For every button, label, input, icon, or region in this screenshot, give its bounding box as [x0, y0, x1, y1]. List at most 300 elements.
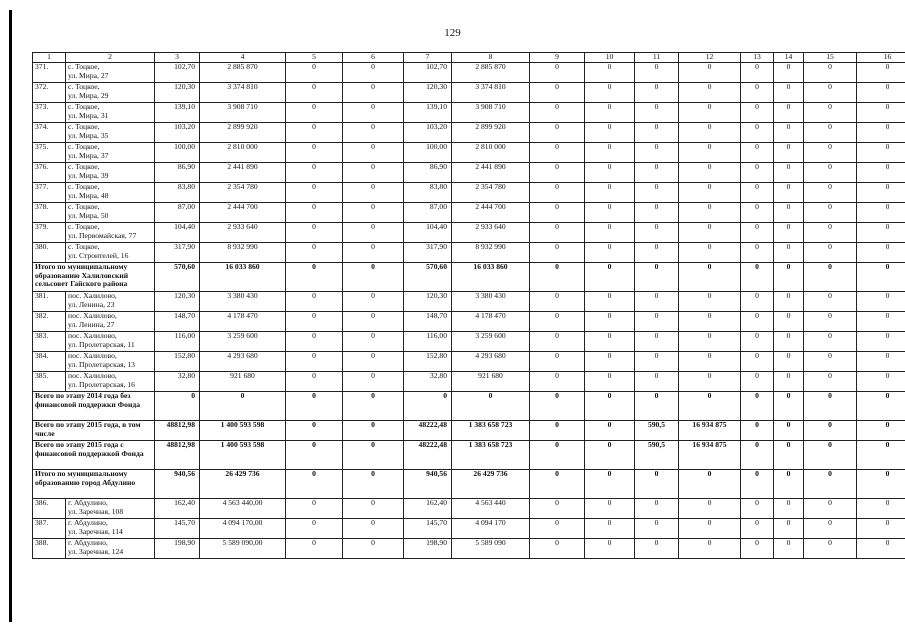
address-cell [66, 312, 155, 332]
value-cell: 590,5 [635, 421, 679, 441]
value-cell: 0 [635, 83, 679, 103]
value-cell: 0 [774, 203, 804, 223]
value-cell: 0 [343, 103, 404, 123]
value-cell: 0 [679, 499, 741, 519]
value-cell: 100,00 [155, 143, 200, 163]
value-cell: 0 [452, 392, 530, 421]
value-cell: 0 [679, 123, 741, 143]
value-cell: 16 934 875 [679, 441, 741, 470]
value-cell: 570,60 [155, 263, 200, 292]
value-cell: 0 [635, 332, 679, 352]
value-cell: 0 [774, 332, 804, 352]
row-number: 373. [33, 103, 66, 123]
col-header: 8 [452, 53, 530, 63]
value-cell: 86,90 [404, 163, 452, 183]
value-cell: 0 [343, 143, 404, 163]
value-cell: 0 [530, 539, 585, 559]
value-cell: 0 [635, 292, 679, 312]
value-cell: 87,00 [155, 203, 200, 223]
value-cell: 0 [286, 103, 343, 123]
value-cell: 0 [804, 143, 857, 163]
value-cell: 3 380 430 [452, 292, 530, 312]
address-locality: пос. Халилово, [68, 371, 117, 380]
value-cell: 0 [857, 519, 905, 539]
value-cell: 0 [774, 123, 804, 143]
value-cell: 0 [585, 103, 635, 123]
row-number: 382. [33, 312, 66, 332]
value-cell: 0 [343, 163, 404, 183]
col-header: 2 [66, 53, 155, 63]
col-header: 16 [857, 53, 905, 63]
value-cell: 0 [343, 539, 404, 559]
value-cell: 0 [804, 372, 857, 392]
row-number: 387. [33, 519, 66, 539]
total-label: Всего по этапу 2014 года без финансовой поддержки Фонда [33, 392, 155, 421]
value-cell: 0 [741, 63, 774, 83]
value-cell: 0 [774, 392, 804, 421]
value-cell: 0 [679, 519, 741, 539]
address-locality: пос. Халилово, [68, 291, 117, 300]
row-number: 385. [33, 372, 66, 392]
value-cell: 0 [774, 103, 804, 123]
value-cell: 0 [635, 312, 679, 332]
address-street: ул. Мира, 39 [68, 170, 109, 180]
value-cell: 0 [530, 292, 585, 312]
value-cell: 0 [585, 243, 635, 263]
address-locality: г. Абдулино, [68, 498, 108, 507]
value-cell: 0 [857, 243, 905, 263]
value-cell: 198,90 [404, 539, 452, 559]
value-cell: 0 [585, 539, 635, 559]
value-cell: 32,80 [155, 372, 200, 392]
col-header: 5 [286, 53, 343, 63]
value-cell: 0 [286, 332, 343, 352]
value-cell: 0 [585, 183, 635, 203]
value-cell: 0 [741, 352, 774, 372]
table-row [33, 332, 905, 352]
value-cell: 0 [585, 441, 635, 470]
value-cell: 5 589 090,00 [200, 539, 286, 559]
value-cell: 0 [585, 392, 635, 421]
row-number: 384. [33, 352, 66, 372]
value-cell: 0 [774, 63, 804, 83]
address-street: ул. Строителей, 16 [68, 250, 129, 260]
value-cell: 0 [679, 83, 741, 103]
value-cell: 0 [530, 143, 585, 163]
address-cell [66, 292, 155, 312]
value-cell: 0 [530, 499, 585, 519]
value-cell: 0 [286, 243, 343, 263]
value-cell: 2 885 870 [452, 63, 530, 83]
value-cell: 0 [585, 203, 635, 223]
value-cell: 3 380 430 [200, 292, 286, 312]
value-cell: 0 [804, 539, 857, 559]
value-cell: 0 [774, 183, 804, 203]
value-cell: 162,40 [155, 499, 200, 519]
address-cell [66, 223, 155, 243]
value-cell: 0 [343, 470, 404, 499]
value-cell: 0 [585, 163, 635, 183]
column-number-row [33, 53, 905, 63]
value-cell: 0 [804, 63, 857, 83]
value-cell: 0 [343, 441, 404, 470]
value-cell: 4 178 470 [452, 312, 530, 332]
value-cell: 0 [804, 263, 857, 292]
value-cell: 0 [530, 203, 585, 223]
col-header: 10 [585, 53, 635, 63]
address-street: ул. Мира, 50 [68, 210, 109, 220]
value-cell: 0 [404, 392, 452, 421]
value-cell: 0 [774, 539, 804, 559]
value-cell: 2 810 000 [200, 143, 286, 163]
total-label: Итого по муниципальному образованию город Абдулино [33, 470, 155, 499]
value-cell: 0 [857, 143, 905, 163]
value-cell: 0 [857, 183, 905, 203]
value-cell: 2 441 890 [200, 163, 286, 183]
value-cell: 2 899 920 [200, 123, 286, 143]
value-cell: 0 [804, 223, 857, 243]
value-cell: 0 [343, 312, 404, 332]
row-number: 388. [33, 539, 66, 559]
value-cell: 0 [679, 163, 741, 183]
col-header: 3 [155, 53, 200, 63]
value-cell: 0 [857, 470, 905, 499]
value-cell: 4 563 440,00 [200, 499, 286, 519]
value-cell: 0 [286, 63, 343, 83]
value-cell: 0 [635, 163, 679, 183]
value-cell: 317,90 [155, 243, 200, 263]
row-number: 386. [33, 499, 66, 519]
value-cell: 0 [774, 83, 804, 103]
address-street: ул. Мира, 29 [68, 90, 109, 100]
value-cell: 0 [857, 123, 905, 143]
value-cell: 48812,98 [155, 441, 200, 470]
value-cell: 0 [774, 223, 804, 243]
value-cell: 0 [286, 263, 343, 292]
value-cell: 0 [804, 292, 857, 312]
col-header: 9 [530, 53, 585, 63]
value-cell: 0 [530, 372, 585, 392]
table-row [33, 143, 905, 163]
value-cell: 0 [343, 352, 404, 372]
address-street: ул. Ленина, 27 [68, 319, 115, 329]
value-cell: 0 [343, 372, 404, 392]
value-cell: 0 [530, 223, 585, 243]
value-cell: 0 [679, 183, 741, 203]
address-street: ул. Мира, 31 [68, 110, 109, 120]
value-cell: 0 [741, 372, 774, 392]
value-cell: 48222,48 [404, 441, 452, 470]
value-cell: 0 [343, 123, 404, 143]
value-cell: 940,56 [155, 470, 200, 499]
value-cell: 0 [857, 203, 905, 223]
value-cell: 0 [741, 470, 774, 499]
value-cell: 0 [585, 519, 635, 539]
value-cell: 1 400 593 598 [200, 441, 286, 470]
col-header: 1 [33, 53, 66, 63]
value-cell: 0 [857, 392, 905, 421]
value-cell: 2 441 890 [452, 163, 530, 183]
value-cell: 4 563 440 [452, 499, 530, 519]
table-row [33, 292, 905, 312]
value-cell: 0 [774, 499, 804, 519]
value-cell: 0 [741, 499, 774, 519]
value-cell: 32,80 [404, 372, 452, 392]
address-street: ул. Пролетарская, 16 [68, 379, 135, 389]
address-locality: с. Тоцкое, [68, 82, 100, 91]
value-cell: 2 444 700 [200, 203, 286, 223]
address-cell [66, 203, 155, 223]
total-label: Всего по этапу 2015 года с финансовой поддержкой Фонда [33, 441, 155, 470]
col-header: 12 [679, 53, 741, 63]
table-row [33, 243, 905, 263]
value-cell: 0 [679, 143, 741, 163]
value-cell: 921 680 [200, 372, 286, 392]
value-cell: 0 [286, 203, 343, 223]
value-cell: 0 [286, 470, 343, 499]
row-number: 376. [33, 163, 66, 183]
col-header: 13 [741, 53, 774, 63]
value-cell: 0 [741, 143, 774, 163]
value-cell: 0 [155, 392, 200, 421]
value-cell: 120,30 [155, 83, 200, 103]
value-cell: 0 [585, 421, 635, 441]
value-cell: 0 [635, 183, 679, 203]
value-cell: 0 [343, 519, 404, 539]
value-cell: 152,80 [404, 352, 452, 372]
value-cell: 0 [774, 441, 804, 470]
address-cell [66, 332, 155, 352]
value-cell: 0 [741, 519, 774, 539]
address-locality: с. Тоцкое, [68, 102, 100, 111]
value-cell: 102,70 [404, 63, 452, 83]
address-street: ул. Мира, 48 [68, 190, 109, 200]
value-cell: 0 [741, 83, 774, 103]
value-cell: 0 [585, 372, 635, 392]
value-cell: 0 [741, 392, 774, 421]
address-locality: с. Тоцкое, [68, 122, 100, 131]
value-cell: 0 [741, 312, 774, 332]
value-cell: 0 [286, 83, 343, 103]
value-cell: 0 [741, 183, 774, 203]
address-cell [66, 123, 155, 143]
value-cell: 2 444 700 [452, 203, 530, 223]
value-cell: 0 [530, 519, 585, 539]
value-cell: 152,80 [155, 352, 200, 372]
value-cell: 0 [679, 263, 741, 292]
value-cell: 0 [343, 223, 404, 243]
address-locality: с. Тоцкое, [68, 162, 100, 171]
address-locality: пос. Халилово, [68, 311, 117, 320]
table-row [33, 372, 905, 392]
value-cell: 0 [585, 123, 635, 143]
value-cell: 0 [679, 203, 741, 223]
value-cell: 0 [286, 143, 343, 163]
value-cell: 0 [286, 123, 343, 143]
value-cell: 940,56 [404, 470, 452, 499]
value-cell: 0 [530, 263, 585, 292]
value-cell: 83,80 [404, 183, 452, 203]
value-cell: 0 [679, 332, 741, 352]
value-cell: 0 [530, 243, 585, 263]
value-cell: 0 [804, 163, 857, 183]
value-cell: 4 178 470 [200, 312, 286, 332]
col-header: 15 [804, 53, 857, 63]
value-cell: 0 [741, 103, 774, 123]
value-cell: 0 [286, 292, 343, 312]
address-cell [66, 83, 155, 103]
value-cell: 0 [857, 263, 905, 292]
value-cell: 103,20 [155, 123, 200, 143]
value-cell: 116,00 [155, 332, 200, 352]
total-row [33, 470, 905, 499]
value-cell: 0 [804, 421, 857, 441]
value-cell: 48812,98 [155, 421, 200, 441]
value-cell: 0 [804, 470, 857, 499]
table-row [33, 312, 905, 332]
value-cell: 0 [635, 519, 679, 539]
table-row [33, 203, 905, 223]
value-cell: 148,70 [404, 312, 452, 332]
value-cell: 0 [635, 243, 679, 263]
value-cell: 0 [530, 163, 585, 183]
value-cell: 0 [857, 539, 905, 559]
table-row [33, 183, 905, 203]
value-cell: 0 [530, 441, 585, 470]
value-cell: 0 [804, 441, 857, 470]
value-cell: 0 [343, 183, 404, 203]
value-cell: 0 [741, 243, 774, 263]
address-street: ул. Ленина, 23 [68, 299, 115, 309]
table-row [33, 352, 905, 372]
address-cell [66, 143, 155, 163]
row-number: 381. [33, 292, 66, 312]
value-cell: 3 908 710 [452, 103, 530, 123]
value-cell: 83,80 [155, 183, 200, 203]
value-cell: 0 [200, 392, 286, 421]
table-row [33, 163, 905, 183]
table-row [33, 519, 905, 539]
value-cell: 4 094 170,00 [200, 519, 286, 539]
value-cell: 0 [343, 292, 404, 312]
value-cell: 0 [286, 183, 343, 203]
value-cell: 162,40 [404, 499, 452, 519]
total-row [33, 392, 905, 421]
value-cell: 0 [530, 103, 585, 123]
value-cell: 0 [286, 519, 343, 539]
value-cell: 0 [530, 421, 585, 441]
value-cell: 0 [857, 421, 905, 441]
total-row [33, 421, 905, 441]
value-cell: 0 [585, 352, 635, 372]
row-number: 380. [33, 243, 66, 263]
col-header: 6 [343, 53, 404, 63]
address-street: ул. Пролетарская, 13 [68, 359, 135, 369]
col-header: 7 [404, 53, 452, 63]
value-cell: 0 [774, 372, 804, 392]
value-cell: 0 [530, 83, 585, 103]
row-number: 377. [33, 183, 66, 203]
value-cell: 0 [679, 470, 741, 499]
col-header: 4 [200, 53, 286, 63]
table-row [33, 63, 905, 83]
value-cell: 104,40 [404, 223, 452, 243]
value-cell: 0 [774, 352, 804, 372]
value-cell: 0 [585, 499, 635, 519]
value-cell: 0 [635, 203, 679, 223]
value-cell: 0 [679, 352, 741, 372]
value-cell: 0 [679, 103, 741, 123]
value-cell: 2 933 640 [200, 223, 286, 243]
value-cell: 0 [857, 163, 905, 183]
address-locality: с. Тоцкое, [68, 182, 100, 191]
value-cell: 0 [857, 83, 905, 103]
value-cell: 2 354 780 [452, 183, 530, 203]
address-locality: с. Тоцкое, [68, 242, 100, 251]
value-cell: 0 [343, 63, 404, 83]
value-cell: 0 [679, 539, 741, 559]
value-cell: 0 [679, 292, 741, 312]
address-cell [66, 163, 155, 183]
value-cell: 0 [343, 203, 404, 223]
value-cell: 0 [530, 183, 585, 203]
value-cell: 0 [286, 392, 343, 421]
table-row [33, 103, 905, 123]
address-street: ул. Заречная, 108 [68, 506, 124, 516]
value-cell: 0 [343, 332, 404, 352]
value-cell: 0 [679, 392, 741, 421]
value-cell: 0 [679, 223, 741, 243]
value-cell: 0 [804, 83, 857, 103]
value-cell: 0 [804, 203, 857, 223]
value-cell: 0 [635, 223, 679, 243]
address-street: ул. Заречная, 114 [68, 526, 123, 536]
value-cell: 0 [530, 392, 585, 421]
row-number: 375. [33, 143, 66, 163]
value-cell: 0 [585, 143, 635, 163]
value-cell: 0 [635, 63, 679, 83]
value-cell: 2 354 780 [200, 183, 286, 203]
value-cell: 0 [286, 372, 343, 392]
value-cell: 0 [741, 203, 774, 223]
value-cell: 0 [635, 103, 679, 123]
value-cell: 0 [741, 163, 774, 183]
value-cell: 1 383 658 723 [452, 441, 530, 470]
page-edge-bar [9, 10, 12, 622]
value-cell: 148,70 [155, 312, 200, 332]
value-cell: 0 [343, 392, 404, 421]
value-cell: 0 [741, 441, 774, 470]
value-cell: 145,70 [404, 519, 452, 539]
value-cell: 0 [286, 421, 343, 441]
value-cell: 0 [286, 441, 343, 470]
value-cell: 317,90 [404, 243, 452, 263]
address-cell [66, 519, 155, 539]
value-cell: 0 [679, 243, 741, 263]
value-cell: 0 [585, 263, 635, 292]
value-cell: 0 [286, 312, 343, 332]
address-cell [66, 243, 155, 263]
value-cell: 0 [804, 312, 857, 332]
value-cell: 120,30 [155, 292, 200, 312]
value-cell: 0 [635, 372, 679, 392]
address-cell [66, 539, 155, 559]
value-cell: 0 [635, 470, 679, 499]
value-cell: 0 [774, 163, 804, 183]
value-cell: 0 [679, 312, 741, 332]
value-cell: 4 293 680 [200, 352, 286, 372]
value-cell: 0 [585, 83, 635, 103]
